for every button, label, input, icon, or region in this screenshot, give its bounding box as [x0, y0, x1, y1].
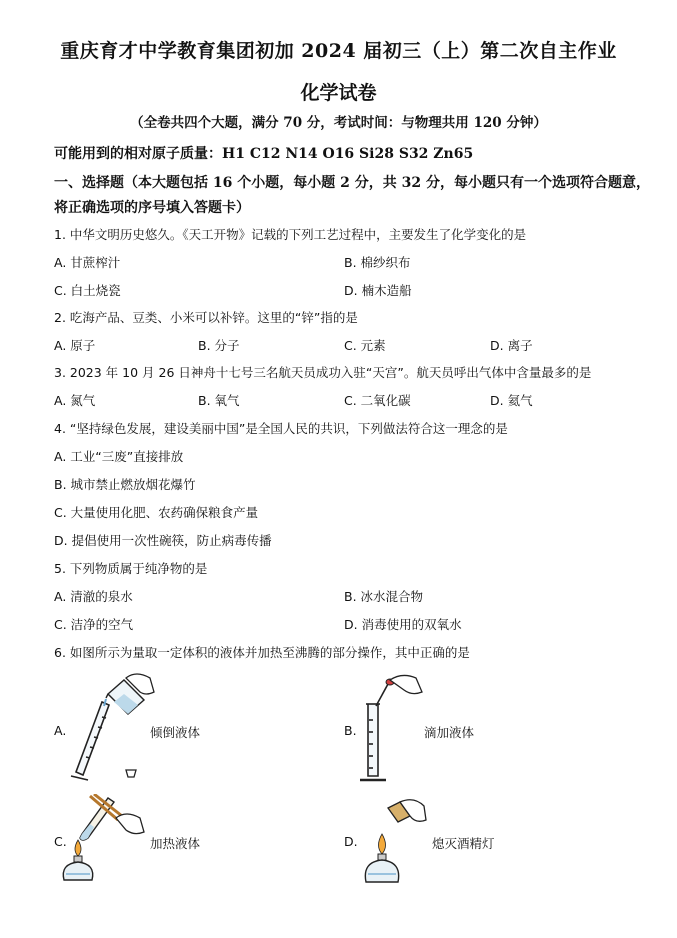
q4-option-d[interactable]: D. 提倡使用一次性碗筷，防止病毒传播 — [54, 533, 272, 548]
stopper-icon — [124, 768, 138, 780]
q3-option-b[interactable]: B. 氧气 — [198, 393, 240, 408]
q2-option-c[interactable]: C. 元素 — [344, 338, 386, 353]
q4-option-a[interactable]: A. 工业“三废”直接排放 — [54, 449, 184, 464]
q6-caption-b: 滴加液体 — [424, 725, 475, 740]
q3-option-a[interactable]: A. 氮气 — [54, 393, 96, 408]
q1-option-b[interactable]: B. 棉纱织布 — [344, 255, 411, 270]
question-6: 6. 如图所示为量取一定体积的液体并加热至沸腾的部分操作，其中正确的是 — [54, 645, 470, 660]
q6-option-a[interactable]: A. — [54, 723, 67, 738]
dropping-liquid-figure — [352, 670, 432, 788]
q2-option-d[interactable]: D. 离子 — [490, 338, 533, 353]
q3-option-c[interactable]: C. 二氧化碳 — [344, 393, 411, 408]
exam-note: （全卷共四个大题，满分 70 分，考试时间：与物理共用 120 分钟） — [130, 115, 547, 131]
section-heading-cont: 将正确选项的序号填入答题卡） — [54, 200, 250, 216]
extinguishing-lamp-figure — [358, 798, 434, 888]
q6-caption-c: 加热液体 — [150, 836, 201, 851]
question-4: 4. “坚持绿色发展，建设美丽中国”是全国人民的共识，下列做法符合这一理念的是 — [54, 421, 508, 436]
q1-option-a[interactable]: A. 甘蔗榨汁 — [54, 255, 121, 270]
q2-option-a[interactable]: A. 原子 — [54, 338, 96, 353]
exam-title: 重庆育才中学教育集团初加 2024 届初三（上）第二次自主作业 — [60, 40, 617, 62]
q4-option-b[interactable]: B. 城市禁止燃放烟花爆竹 — [54, 477, 196, 492]
question-1: 1. 中华文明历史悠久。《天工开物》记载的下列工艺过程中，主要发生了化学变化的是 — [54, 227, 527, 242]
q5-option-d[interactable]: D. 消毒使用的双氧水 — [344, 617, 462, 632]
q6-option-c[interactable]: C. — [54, 834, 67, 849]
atomic-mass-line: 可能用到的相对原子质量：H1 C12 N14 O16 Si28 S32 Zn65 — [54, 146, 474, 162]
q4-option-c[interactable]: C. 大量使用化肥、农药确保粮食产量 — [54, 505, 259, 520]
question-3: 3. 2023 年 10 月 26 日神舟十七号三名航天员成功入驻“天宫”。航天员呼出气体中含量最多的是 — [54, 365, 592, 380]
q6-caption-a: 倾倒液体 — [150, 725, 201, 740]
q5-option-a[interactable]: A. 清澈的泉水 — [54, 589, 133, 604]
q3-option-d[interactable]: D. 氦气 — [490, 393, 533, 408]
q6-option-b[interactable]: B. — [344, 723, 357, 738]
question-5: 5. 下列物质属于纯净物的是 — [54, 561, 208, 576]
section-heading: 一、选择题（本大题包括 16 个小题，每小题 2 分，共 32 分，每小题只有一个选项符合题意， — [54, 175, 650, 191]
heating-liquid-figure — [60, 794, 156, 886]
q5-option-b[interactable]: B. 冰水混合物 — [344, 589, 424, 604]
q6-option-d[interactable]: D. — [344, 834, 358, 849]
q5-option-c[interactable]: C. 洁净的空气 — [54, 617, 134, 632]
question-2: 2. 吃海产品、豆类、小米可以补锌。这里的“锌”指的是 — [54, 310, 358, 325]
q2-option-b[interactable]: B. 分子 — [198, 338, 240, 353]
pouring-liquid-figure — [66, 672, 156, 784]
q6-caption-d: 熄灭酒精灯 — [432, 836, 495, 851]
exam-subtitle: 化学试卷 — [300, 82, 377, 104]
q1-option-c[interactable]: C. 白土烧瓷 — [54, 283, 121, 298]
q1-option-d[interactable]: D. 楠木造船 — [344, 283, 412, 298]
